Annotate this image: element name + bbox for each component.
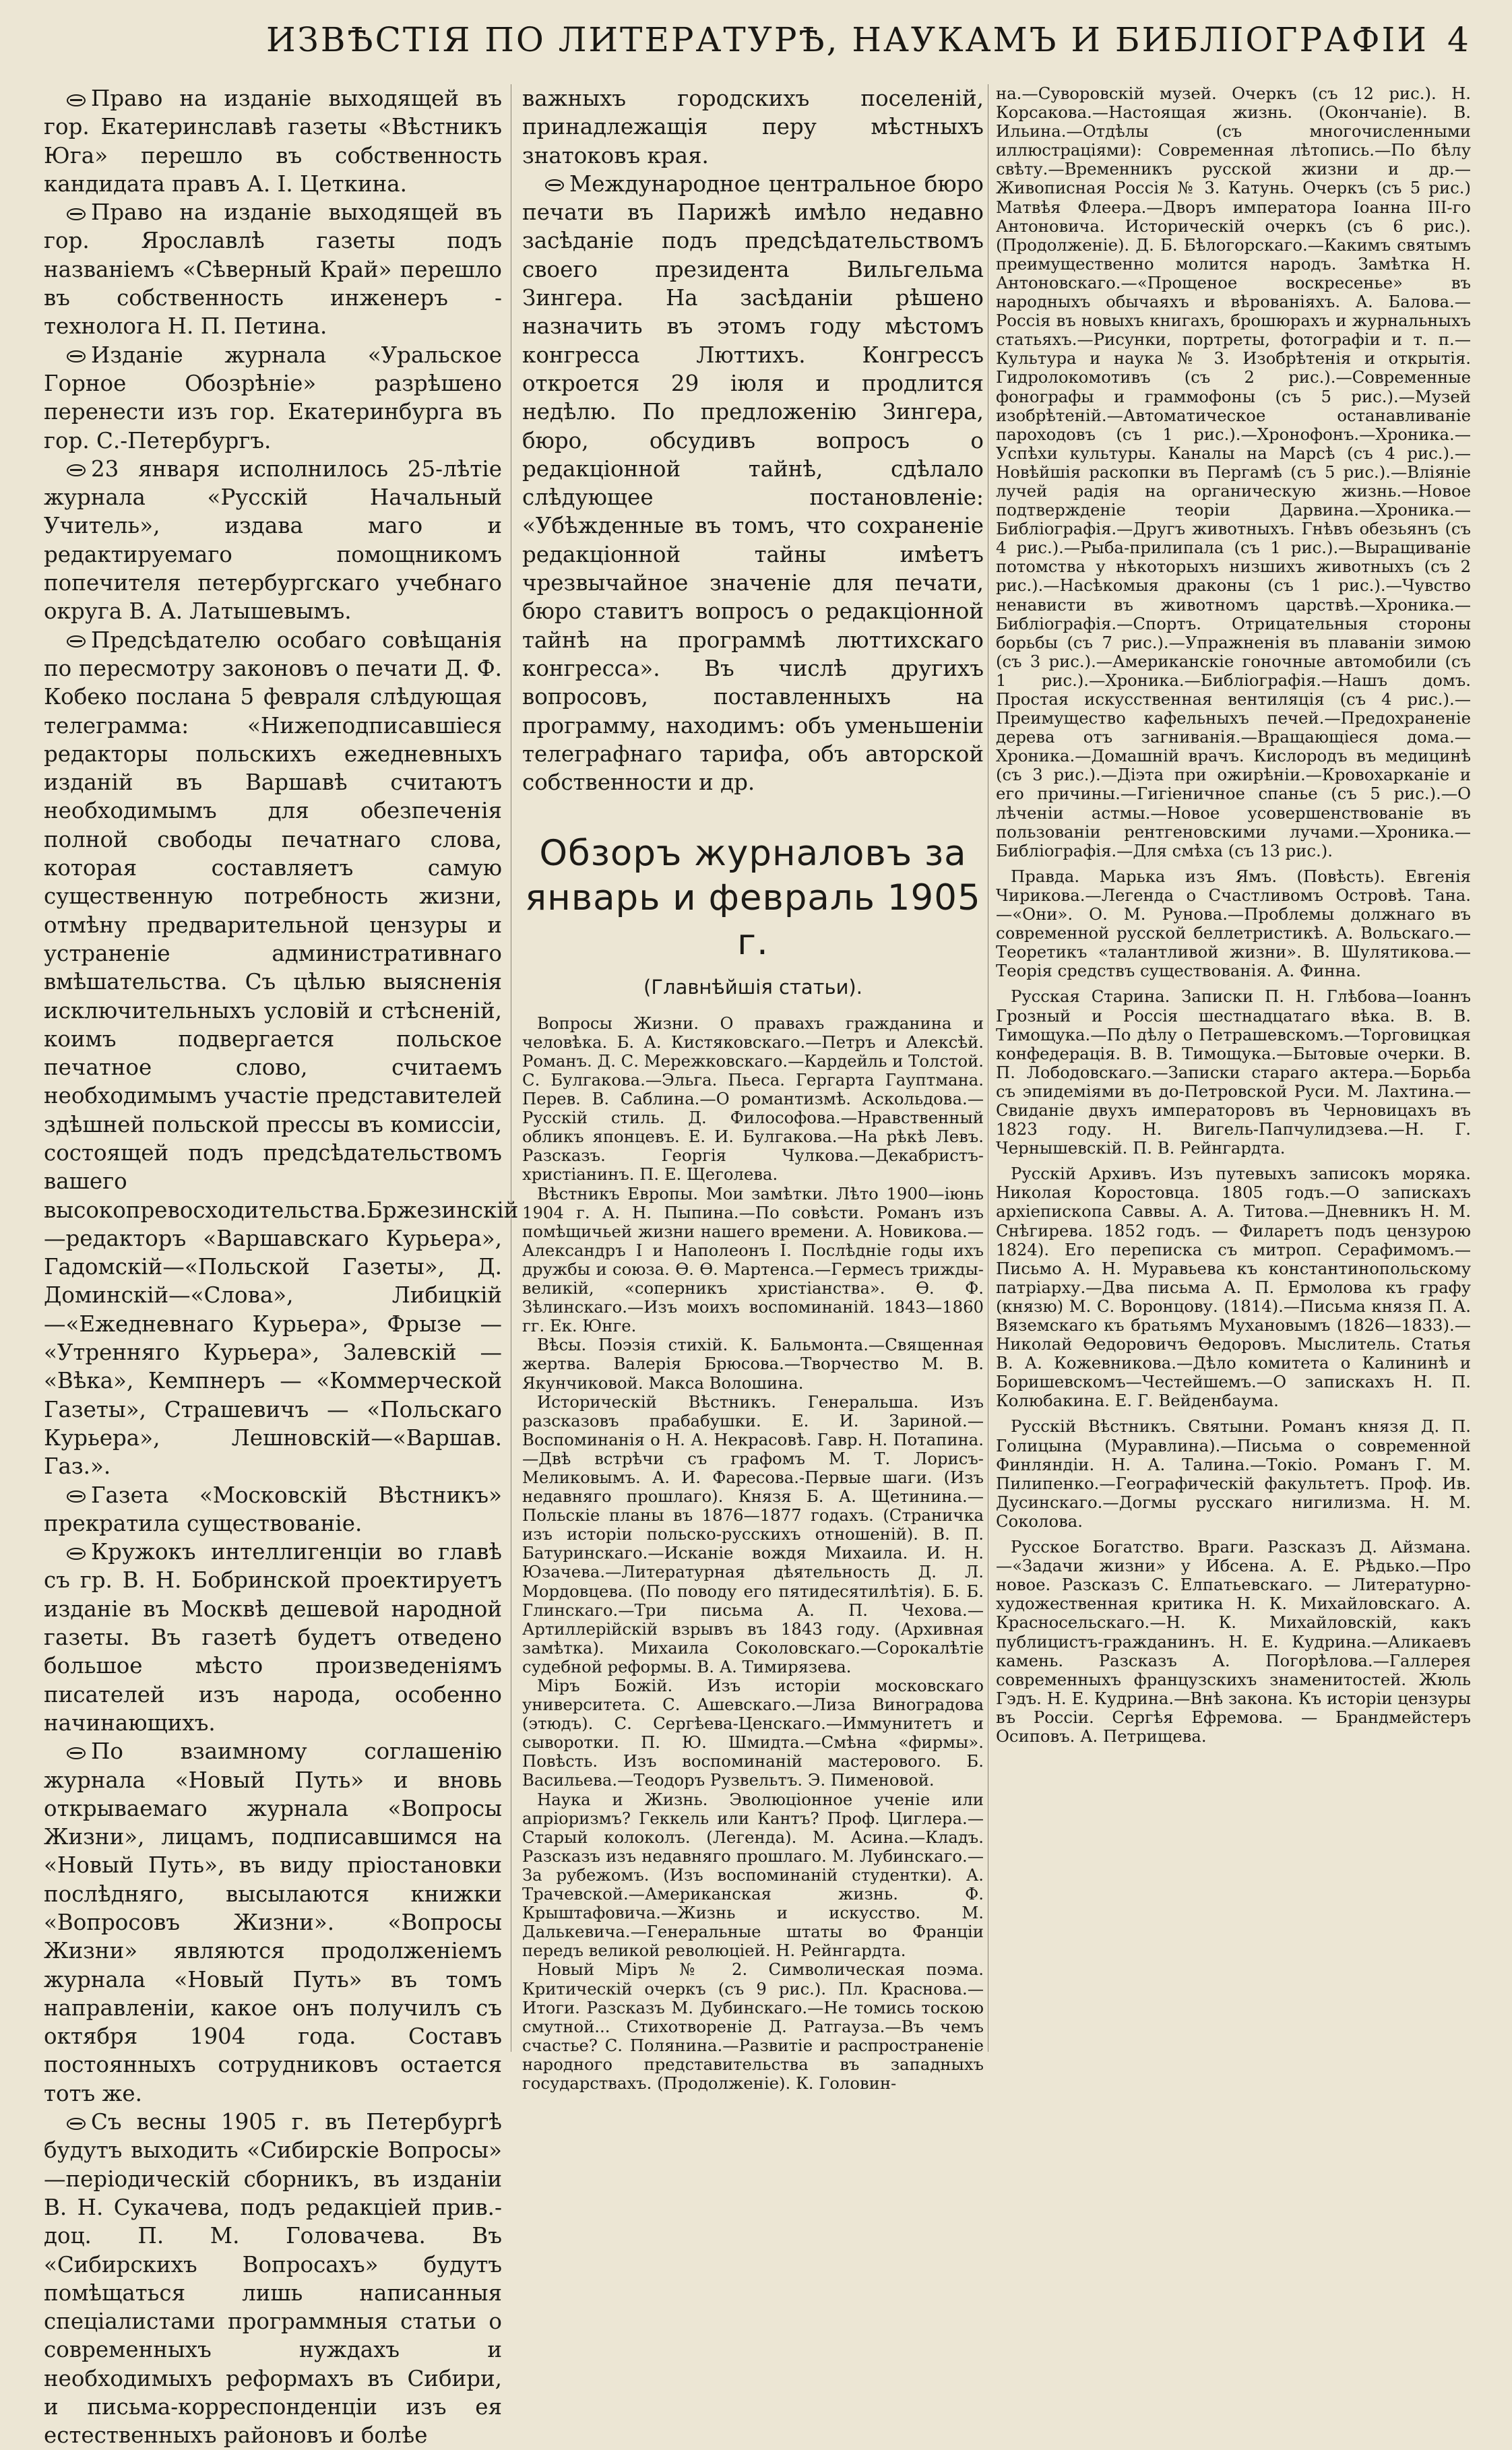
news-item: Предсѣдателю особаго совѣщанія по пересмотру законовъ о печати Д. Ф. Кобеко послана 5 февраля слѣдующая телеграмма: «Нижеподписавшіеся редакторы польскихъ ежедневныхъ изданій въ Варшавѣ считаютъ необходимымъ для обезпеченія полной свободы печатнаго слова, которая составляетъ самую существенную потребность жизни, отмѣну предварительной цензуры и устраненіе административнаго вмѣшательства. Съ цѣлью выясненія исключительныхъ условій и стѣсненій, коимъ подвергается польское печатное слово, считаемъ необходимымъ участіе представителей здѣшней польской прессы въ комиссіи, состоящей подъ предсѣдательствомъ вашего высокопревосходительства.Бржезинскій —редакторъ «Варшавскаго Курьера», Гадомскій—«Польской Газеты», Д. Доминскій—«Слова», Либицкій—«Ежедневнаго Курьера», Фрызе — «Утренняго Курьера», Залевскій — «Вѣка», Кемпнеръ — «Коммерческой Газеты», Страшевичъ — «Польскаго Курьера», Лешновскій—«Варшав. Газ.». [44,627,519,1480]
item-bullet-icon [67,1490,86,1503]
journal-review: Русское Богатство. Враги. Разсказъ Д. Айзмана.—«Задачи жизни» у Ибсена. А. Е. Рѣдько.—Про новое. Разсказъ С. Елпатьевскаго. — Литературно-художественная критика Н. К. Михайловскаго. А. Красносельскаго.—Н. К. Михайловскій, какъ публицистъ-гражданинъ. Н. Е. Кудрина.—Аликаевъ камень. Разсказъ А. Погорѣлова.—Галлерея современныхъ французскихъ знаменитостей. Жюль Гэдъ. Н. Е. Кудрина.—Внѣ закона. Къ исторіи цензуры въ Россіи. Сергѣя Ефремова. — Брандмейстеръ Осиповъ. А. Петрищева. [996,1537,1471,1746]
journal-review: Вопросы Жизни. О правахъ гражданина и человѣка. Б. А. Кистяковскаго.—Петръ и Алексѣй. Романъ. Д. С. Мережковскаго.—Кардейль и Толстой. С. Булгакова.—Эльга. Пьеса. Гергарта Гауптмана. Перев. В. Саблина.—О романтизмѣ. Аскольдова.—Русскій стиль. Д. Философова.—Нравственный обликъ японцевъ. Е. И. Булгакова.—На рѣкѣ Левъ. Разсказъ. Георгія Чулкова.—Декабристъ-христіанинъ. П. Е. Щеголева. [522,1013,984,1185]
journal-review: Наука и Жизнь. Эволюціонное ученіе или апріоризмъ? Геккель или Кантъ? Проф. Циглера.—Старый колоколъ. (Легенда). М. Асина.—Кладъ. Разсказъ изъ недавняго прошлаго. М. Лубинскаго.—За рубежомъ. (Изъ воспоминаній студентки). А. Трачевской.—Американская жизнь. Ф. Крыштафовича.—Жизнь и искусство. М. Далькевича.—Генеральные штаты во Франціи передъ великой революціей. Н. Рейнгардта. [522,1789,984,1961]
item-bullet-icon [67,635,86,648]
news-item: Изданіе журнала «Уральское Горное Обозрѣніе» разрѣшено перенести изъ гор. Екатеринбурга въ гор. С.-Петербургъ. [44,342,502,453]
journal-review: Новый Міръ № 2. Символическая поэма. Критическій очеркъ (съ 9 рис.). Пл. Краснова.—Итоги. Разсказъ М. Дубинскаго.—Не томись тоскою смутной... Стихотвореніе Д. Ратгауза.—Въ чемъ счастье? С. Полянина.—Развитіе и распространеніе народного представительства въ западныхъ государствахъ. (Продолженіе). К. Головин- [522,1959,984,2093]
journal-review: Вѣсы. Поэзія стихій. К. Бальмонта.—Священная жертва. Валерія Брюсова.—Творчество М. В. Якунчиковой. Макса Волошина. [522,1335,984,1393]
news-item: Газета «Московскій Вѣстникъ» прекратила существованіе. [44,1482,502,1536]
news-item: По взаимному соглашенію журнала «Новый Путь» и вновь открываемаго журнала «Вопросы Жизни», лицамъ, подписавшимся на «Новый Путь», въ виду пріостановки послѣдняго, высылаются книжки «Вопросовъ Жизни». «Вопросы Жизни» являются продолженіемъ журнала «Новый Путь» въ томъ направленіи, какое онъ получилъ съ октября 1904 года. Составъ постоянныхъ сотрудниковъ остается тотъ же. [44,1738,502,2106]
page-header-title: ИЗВѢСТІЯ ПО ЛИТЕРАТУРѢ, НАУКАМЪ И БИБЛІОГРАФІИ [266,20,1428,59]
reviews-column-right [996,84,1471,2052]
item-bullet-icon [67,94,86,106]
news-item: Право на изданіе выходящей въ гор. Екатеринславѣ газеты «Вѣстникъ Юга» перешло въ собственность кандидата правъ А. І. Цеткина. [44,86,502,197]
news-item: 23 января исполнилось 25-лѣтіе журнала «Русскій Начальный Учитель», издава маго и редактируемаго помощникомъ попечителя петербургскаго учебнаго округа В. А. Латышевымъ. [44,456,502,625]
news-column-left [44,84,519,2449]
journal-review: на.—Суворовскій музей. Очеркъ (съ 12 рис.). Н. Корсакова.—Настоящая жизнь. (Окончаніе). В. Ильина.—Отдѣлы (съ многочисленными иллюстраціями): Современная лѣтопись.—По бѣлу свѣту.—Временникъ русской жизни и др.—Живописная Россія № 3. Катунь. Очеркъ (съ 5 рис.) Матвѣя Флеера.—Дворъ императора Іоанна III-го Антоновича. Историческій очеркъ (съ 6 рис.). (Продолженіе). Д. Б. Бѣлогорскаго.—Какимъ святымъ преимущественно молится народъ. Замѣтка Н. Антоновскаго.—«Прощеное воскресенье» въ народныхъ обычаяхъ и вѣрованіяхъ. А. Балова.—Россія въ новыхъ книгахъ, брошюрахъ и журнальныхъ статьяхъ.—Рисунки, портреты, фотографіи и т. п.—Культура и наука № 3. Изобрѣтенія и открытія. Гидролокомотивъ (съ 2 рис.).—Современные фонографы и граммофоны (съ 5 рис.).—Музей изобрѣтеній.—Автоматическое останавливаніе пароходовъ (съ 1 рис.).—Хронофонъ.—Хроника.—Успѣхи культуры. Каналы на Марсѣ (съ 4 рис.).—Новѣйшія раскопки въ Пергамѣ (съ 5 рис.).—Вліяніе лучей радія на органическую жизнь.—Новое подтвержденіе теоріи Дарвина.—Хроника.—Библіографія.—Другъ животныхъ. Гнѣвъ обезьянъ (съ 4 рис.).—Рыба-прилипала (съ 1 рис.).—Выращиваніе потомства у нѣкоторыхъ низшихъ животныхъ (съ 2 рис.).—Насѣкомыя драконы (съ 1 рис.).—Чувство ненависти въ животномъ царствѣ.—Хроника.—Библіографія.—Спортъ. Отрицательныя стороны борьбы (съ 7 рис.).—Упражненія въ плаваніи зимою (съ 3 рис.).—Американскіе гоночные автомобили (съ 1 рис.).—Хроника.—Библіографія.—Нашъ домъ. Простая искусственная вентиляція (съ 4 рис.).—Преимущество кафельныхъ печей.—Предохраненіе дерева отъ загниванія.—Вращающіеся дома.—Хроника.—Домашній врачъ. Кислородъ въ медицинѣ (съ 3 рис.).—Діэта при ожирѣніи.—Кровохарканіе и его причины.—Гигіеничное спанье (съ 5 рис.).—О лѣченіи астмы.—Новое усовершенствованіе въ пользованіи рентгеновскими лучами.—Хроника.—Библіографія.—Для смѣха (съ 13 рис.). [996,84,1471,860]
news-column-middle [522,84,984,2093]
journal-review: Русская Старина. Записки П. Н. Глѣбова—Іоаннъ Грозный и Россія шестнадцатаго вѣка. В. В. Тимощука.—По дѣлу о Петрашевскомъ.—Торговицкая конфедерація. В. В. Тимощука.—Бытовые очерки. В. П. Лободовскаго.—Записки стараго актера.—Борьба съ эпидеміями въ до-Петровской Руси. М. Лахтина.—Свиданіе двухъ императоровъ въ Черновицахъ въ 1823 году. Н. Вигель-Папчулидзева.—Н. Г. Чернышевскій. П. В. Рейнгардта. [996,986,1471,1158]
item-bullet-icon [67,208,86,220]
journal-reviews [522,1014,984,2093]
news-item: Право на изданіе выходящей въ гор. Ярославлѣ газеты подъ названіемъ «Сѣверный Край» перешло въ собственность инженеръ - технолога Н. П. Петина. [44,199,502,340]
journal-review: Правда. Марька изъ Ямъ. (Повѣсть). Евгенія Чирикова.—Легенда о Счастливомъ Островѣ. Тана.—«Они». О. М. Рунова.—Проблемы должнаго въ современной русской беллетристикѣ. А. Вольскаго.—Теоретикъ «талантливой жизни». В. Шулятикова.—Теорія средствъ существованія. А. Финна. [996,866,1471,981]
journal-review: Историческій Вѣстникъ. Генеральша. Изъ разсказовъ прабабушки. Е. И. Зариной.—Воспоминанія о Н. А. Некрасовѣ. Гавр. Н. Потапина.—Двѣ встрѣчи съ графомъ М. Т. Лорисъ-Меликовымъ. А. И. Фаресова.-Первые шаги. (Изъ недавняго прошлаго). Князя Б. А. Щетинина.—Польскіе планы въ 1876—1877 годахъ. (Страничка изъ исторіи польско-русскихъ отношеній). В. П. Батуринскаго.—Исканіе вождя Михаила. И. Н. Юзачева.—Литературная дѣятельность Д. Л. Мордовцева. (По поводу его пятидесятилѣтія). Б. Б. Глинскаго.—Три письма А. П. Чехова.—Артиллерійскій взрывъ въ 1843 году. (Архивная замѣтка). Михаила Соколовскаго.—Сорокалѣтіе судебной реформы. В. А. Тимирязева. [522,1391,984,1676]
item-bullet-icon [67,464,86,476]
news-item: Международное центральное бюро печати въ Парижѣ имѣло недавно засѣданіе подъ предсѣдательствомъ своего президента Вильгельма Зингера. На засѣданіи рѣшено назначить въ этомъ году мѣстомъ конгресса Люттихъ. Конгрессъ откроется 29 іюля и продлится недѣлю. По предложенію Зингера, бюро, обсудивъ вопросъ о редакціонной тайнѣ, сдѣлало слѣдующее постановленіе: «Убѣжденные въ томъ, что сохраненіе редакціонной тайны имѣетъ чрезвычайное значеніе для печати, бюро ставитъ вопросъ о редакціонной тайнѣ на программѣ люттихскаго конгресса». Въ числѣ другихъ вопросовъ, поставленныхъ на программу, находимъ: объ уменьшеніи телеграфнаго тарифа, объ авторской собственности и др. [522,170,984,796]
page-number: 4 [1447,20,1469,59]
journal-review: Русскій Архивъ. Изъ путевыхъ записокъ моряка. Николая Коростовца. 1805 годъ.—О запискахъ архіепископа Саввы. А. А. Титова.—Дневникъ Н. М. Снѣгирева. 1852 годъ. — Филаретъ подъ цензурою 1824). Его переписка съ митроп. Серафимомъ.—Письмо А. Н. Муравьева къ константинопольскому патріарху.—Два письма А. П. Ермолова къ графу (князю) М. С. Воронцову. (1814).—Письма князя П. А. Вяземскаго къ братьямъ Мухановымъ (1826—1833).—Николай Ѳедоровичъ Ѳедоровъ. Мыслитель. Статья В. А. Кожевникова.—Дѣло комитета о Калининѣ и Боришевскомъ—Честейшемъ.—О запискахъ Н. П. Колюбакина. Е. Г. Вейденбаума. [996,1164,1471,1411]
news-item: Съ весны 1905 г. въ Петербургѣ будутъ выходить «Сибирскіе Вопросы» —періодическій сборникъ, въ изданіи В. Н. Сукачева, подъ редакціей прив.-доц. П. М. Головачева. Въ «Сибирскихъ Вопросахъ» будутъ помѣщаться лишь написанныя спеціалистами программныя статьи о современныхъ нуждахъ и необходимыхъ реформахъ въ Сибири, и письма-корреспонденціи изъ ея естественныхъ районовъ и болѣе [44,2109,502,2449]
journal-review: Русскій Вѣстникъ. Святыни. Романъ князя Д. П. Голицына (Муравлина).—Письма о современной Финляндіи. Н. А. Талина.—Токіо. Романъ Г. М. Пилипенко.—Географическій факультетъ. Проф. Ив. Дусинскаго.—Догмы русскаго нигилизма. Н. М. Соколова. [996,1416,1471,1531]
item-bullet-icon [67,350,86,363]
news-item: Кружокъ интеллигенціи во главѣ съ гр. В. Н. Бобринской проектируетъ изданіе въ Москвѣ дешевой народной газеты. Въ газетѣ будетъ отведено большое мѣсто произведеніямъ писателей изъ народа, особенно начинающихъ. [44,1539,502,1736]
item-bullet-icon [67,2118,86,2130]
item-bullet-icon [67,1747,86,1759]
section-subtitle: (Главнѣйшія статьи). [643,976,862,999]
section-title: Обзоръ журналовъ за январь и февраль 1905 г. [525,833,981,964]
news-item-continued: важныхъ городскихъ поселеній, принадлежащія перу мѣстныхъ знатоковъ края. [522,86,984,168]
item-bullet-icon [67,1548,86,1560]
item-bullet-icon [545,179,564,191]
journal-review: Міръ Божій. Изъ исторіи московскаго университета. С. Ашевскаго.—Лиза Виноградова (этюдъ). С. Сергѣева-Ценскаго.—Иммунитетъ и сыворотки. П. Ю. Шмидта.—Смѣна «фирмы». Повѣсть. Изъ воспоминаній мастерового. Б. Васильева.—Теодоръ Рузвельтъ. Э. Пименовой. [522,1676,984,1790]
journal-review: Вѣстникъ Европы. Мои замѣтки. Лѣто 1900—іюнь 1904 г. А. Н. Пыпина.—По совѣсти. Романъ изъ помѣщичьей жизни нашего времени. А. Новикова.—Александръ I и Наполеонъ I. Послѣдніе годы ихъ дружбы и союза. Ѳ. Ѳ. Мартенса.—Гермесъ трижды-великій, «соперникъ христіанства». Ѳ. Ф. Зѣлинскаго.—Изъ моихъ воспоминаній. 1843—1860 гг. Ек. Юнге. [522,1183,984,1336]
